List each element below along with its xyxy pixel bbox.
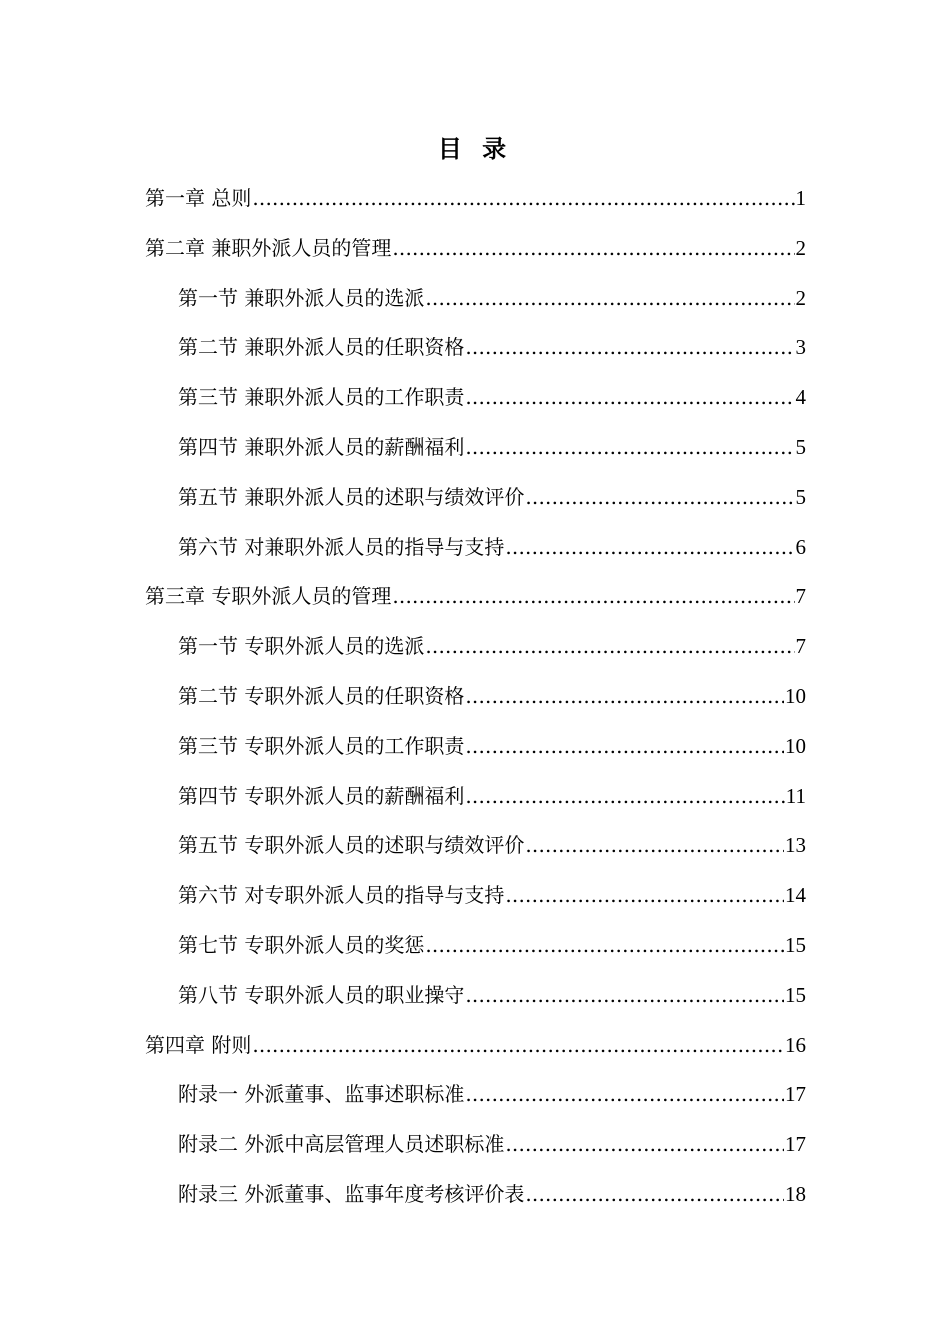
toc-entry-title: 第一章 总则	[145, 186, 252, 210]
toc-page-number: 10	[785, 733, 806, 758]
toc-section-entry[interactable]	[145, 1170, 806, 1220]
toc-entry-title: 第四章 附则	[145, 1032, 252, 1057]
toc-page-number: 15	[785, 982, 806, 1007]
toc-entry-title: 第二节 专职外派人员的任职资格	[178, 683, 465, 708]
toc-dot-leader	[505, 871, 784, 921]
toc-entry-title: 附录二 外派中高层管理人员述职标准	[178, 1132, 505, 1157]
toc-page-number: 6	[795, 534, 806, 559]
toc-chapter-entry[interactable]	[145, 174, 806, 224]
toc-section-entry[interactable]	[145, 323, 806, 373]
toc-page-number: 14	[785, 883, 806, 908]
toc-page-number: 18	[785, 1181, 806, 1206]
toc-entry-title: 第三节 专职外派人员的工作职责	[178, 733, 465, 758]
toc-page-number: 7	[795, 584, 806, 609]
toc-entry-title: 第五节 专职外派人员的述职与绩效评价	[178, 833, 525, 858]
toc-entry-title: 第六节 对兼职外派人员的指导与支持	[178, 534, 505, 559]
toc-page-number: 7	[795, 634, 806, 659]
toc-dot-leader	[465, 672, 784, 722]
toc-dot-leader	[392, 224, 794, 274]
toc-entry-title: 附录一 外派董事、监事述职标准	[178, 1082, 465, 1107]
toc-dot-leader	[525, 1170, 784, 1220]
toc-entry-title: 第四节 兼职外派人员的薪酬福利	[178, 434, 465, 459]
toc-page-number: 17	[785, 1082, 806, 1107]
toc-page-number: 4	[795, 385, 806, 410]
toc-section-entry[interactable]	[145, 622, 806, 672]
toc-chapter-entry[interactable]	[145, 1021, 806, 1071]
page-title: 目 录	[437, 135, 513, 163]
toc-section-entry[interactable]	[145, 921, 806, 971]
toc-entry-title: 第三章 专职外派人员的管理	[145, 584, 392, 609]
toc-dot-leader	[465, 373, 794, 423]
toc-dot-leader	[425, 921, 784, 971]
toc-section-entry[interactable]	[145, 722, 806, 772]
toc-dot-leader	[465, 772, 784, 822]
toc-page-number: 5	[795, 484, 806, 509]
toc-page-number: 1	[795, 186, 806, 210]
toc-dot-leader	[465, 323, 794, 373]
toc-dot-leader	[425, 622, 794, 672]
toc-dot-leader	[525, 821, 784, 871]
toc-section-entry[interactable]	[145, 523, 806, 573]
toc-entry-title: 附录三 外派董事、监事年度考核评价表	[178, 1181, 525, 1206]
toc-chapter-entry[interactable]	[145, 224, 806, 274]
toc-dot-leader	[465, 1070, 784, 1120]
toc-page-number: 15	[785, 932, 806, 957]
toc-section-entry[interactable]	[145, 821, 806, 871]
toc-page-number: 11	[785, 783, 806, 808]
toc-page-number: 5	[795, 434, 806, 459]
toc-section-entry[interactable]	[145, 871, 806, 921]
toc-section-entry[interactable]	[145, 1120, 806, 1170]
toc-entry-title: 第六节 对专职外派人员的指导与支持	[178, 883, 505, 908]
toc-entry-title: 第二章 兼职外派人员的管理	[145, 235, 392, 260]
toc-section-entry[interactable]	[145, 423, 806, 473]
toc-dot-leader	[465, 971, 784, 1021]
toc-page-number: 17	[785, 1132, 806, 1157]
toc-dot-leader	[252, 174, 794, 224]
toc-section-entry[interactable]	[145, 971, 806, 1021]
toc-section-entry[interactable]	[145, 373, 806, 423]
toc-entry-title: 第一节 专职外派人员的选派	[178, 634, 425, 659]
toc-dot-leader	[525, 473, 794, 523]
toc-dot-leader	[465, 722, 784, 772]
toc-section-entry[interactable]	[145, 772, 806, 822]
toc-dot-leader	[505, 523, 794, 573]
toc-dot-leader	[425, 274, 794, 324]
toc-dot-leader	[505, 1120, 784, 1170]
toc-page-number: 13	[785, 833, 806, 858]
toc-entry-title: 第一节 兼职外派人员的选派	[178, 285, 425, 310]
toc-page-number: 2	[795, 285, 806, 310]
toc-entry-title: 第二节 兼职外派人员的任职资格	[178, 335, 465, 360]
toc-section-entry[interactable]	[145, 672, 806, 722]
toc-section-entry[interactable]	[145, 1070, 806, 1120]
toc-chapter-entry[interactable]	[145, 572, 806, 622]
toc-entry-title: 第五节 兼职外派人员的述职与绩效评价	[178, 484, 525, 509]
toc-section-entry[interactable]	[145, 274, 806, 324]
toc-dot-leader	[465, 423, 794, 473]
toc-page-number: 10	[785, 683, 806, 708]
toc-page-number: 3	[795, 335, 806, 360]
toc-section-entry[interactable]	[145, 473, 806, 523]
toc-entry-title: 第八节 专职外派人员的职业操守	[178, 982, 465, 1007]
table-of-contents	[145, 174, 806, 1220]
toc-entry-title: 第四节 专职外派人员的薪酬福利	[178, 783, 465, 808]
toc-page-number: 16	[785, 1032, 806, 1057]
toc-entry-title: 第七节 专职外派人员的奖惩	[178, 932, 425, 957]
toc-entry-title: 第三节 兼职外派人员的工作职责	[178, 385, 465, 410]
toc-dot-leader	[392, 572, 794, 622]
toc-page-number: 2	[795, 235, 806, 260]
toc-dot-leader	[252, 1021, 784, 1071]
